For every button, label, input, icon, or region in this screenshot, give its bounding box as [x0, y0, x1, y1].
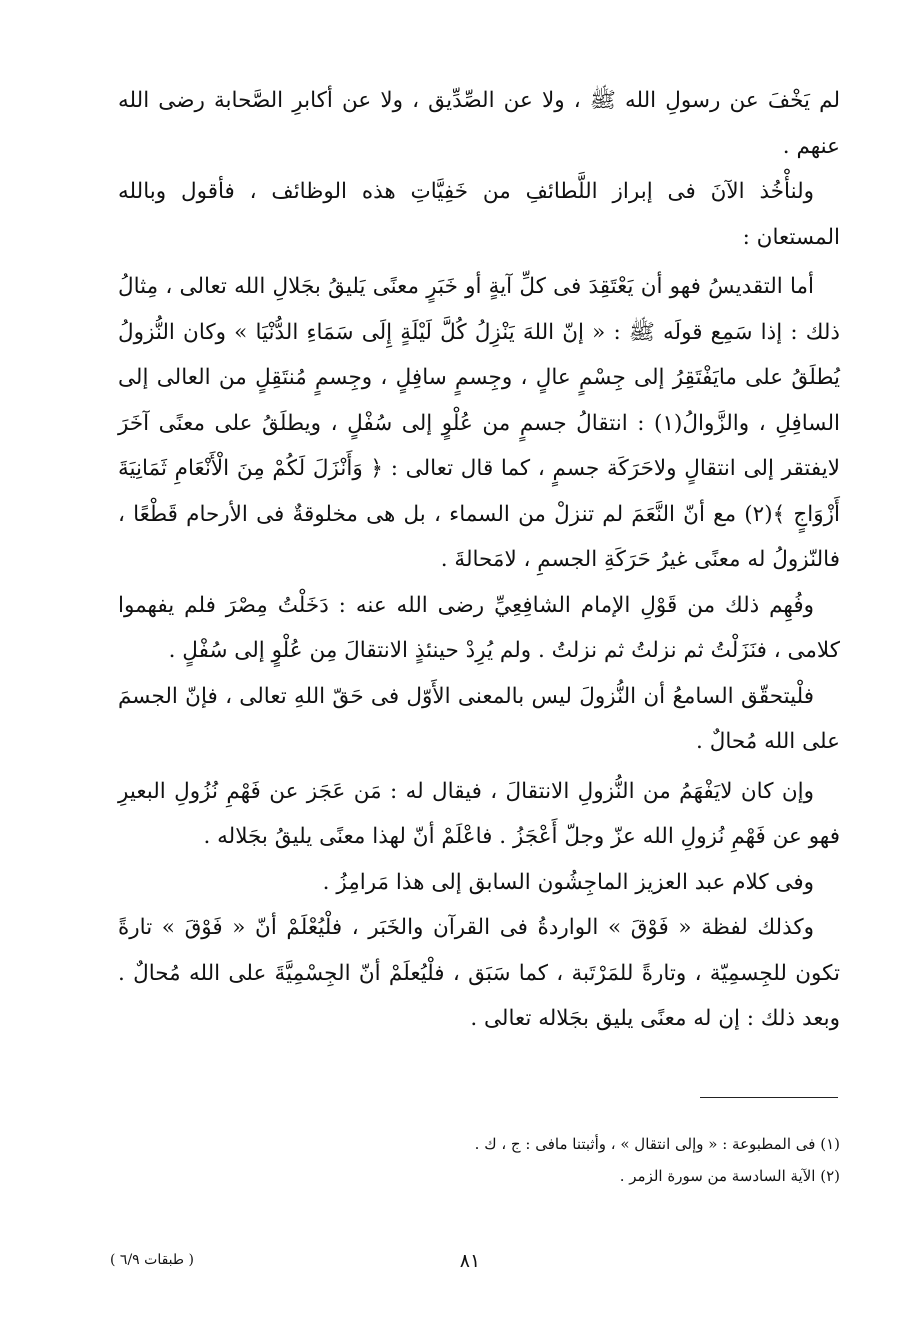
- paragraph-2: ولنأْخُذ الآنَ فى إبراز اللَّطائفِ من خَفِيَّاتِ هذه الوظائف ، فأقول وبالله المستعان :: [118, 179, 840, 250]
- paragraph-8: وكذلك لفظة « فَوْقَ » الواردةُ فى القرآن والخَبَر ، فلْيُعْلَمْ أنّ « فَوْقَ » تارةً تكون للجِسمِيّة ، وتارةً للمَرْتَبة ، كما سَبَق ، فلْيُعلَمْ أنّ الجِسْمِيَّةَ على الله مُحالٌ . وبعد ذلك : إن له معنًى يليق بجَلاله تعالى .: [118, 915, 840, 1031]
- main-text: [118, 78, 840, 1042]
- footnote-1: (١) فى المطبوعة : « وإلى انتقال » ، وأثبتنا مافى : ج ، ك .: [474, 1135, 840, 1153]
- paragraph-6: وإن كان لايَفْهَمُ من النُّزولِ الانتقالَ ، فيقال له : مَن عَجَز عن فَهْمِ نُزُولِ البعيرِ فهو عن فَهْمِ نُزولِ الله عزّ وجلّ أَعْجَزُ . فاعْلَمْ أنّ لهذا معنًى يليقُ بجَلاله .: [118, 778, 840, 849]
- footnote-divider: [700, 1097, 838, 1098]
- paragraph-1: لم يَخْفَ عن رسولِ الله ﷺ ، ولا عن الصِّدِّيق ، ولا عن أكابرِ الصَّحابة رضى الله عنهم .: [118, 88, 840, 159]
- paragraph-4: وفُهِم ذلك من قَوْلِ الإمام الشافِعِيِّ رضى الله عنه : دَخَلْتُ مِصْرَ فلم يفهموا كلامى ، فنَزَلْتُ ثم نزلتُ ثم نزلتُ . ولم يُرِدْ حينئذٍ الانتقالَ مِن عُلْوٍ إلى سُفْلٍ .: [118, 592, 840, 663]
- page-number: ٨١: [459, 1250, 481, 1272]
- paragraph-7: وفى كلام عبد العزيز الماجِشُون السابق إلى هذا مَرامِزُ .: [322, 869, 814, 895]
- footnote-2: (٢) الآية السادسة من سورة الزمر .: [619, 1167, 840, 1185]
- footnotes: [118, 1128, 840, 1192]
- paragraph-5: فلْيتحقّق السامعُ أن النُّزولَ ليس بالمعنى الأَوّل فى حَقّ اللهِ تعالى ، فإنّ الجسمَ على الله مُحالٌ .: [118, 683, 840, 754]
- paragraph-3: أما التقديسُ فهو أن يَعْتَقِدَ فى كلِّ آيةٍ أو خَبَرٍ معنًى يَليقُ بجَلالِ الله تعالى ، مِثالُ ذلك : إذا سَمِع قولَه ﷺ : « إنّ اللهَ يَنْزِلُ كُلَّ لَيْلَةٍ إِلَى سَمَاءِ الدُّنْيَا » وكان النُّزولُ يُطلَقُ على مايَفْتَقِرُ إلى جِسْمٍ عالٍ ، وجِسمٍ سافِلٍ ، وجِسمٍ مُنتَقِلٍ من العالى إلى السافِلِ ، والزَّوالُ(١) : انتقالُ جسمٍ من عُلْوٍ إلى سُفْلٍ ، ويطلَقُ على معنًى آخَرَ لايفتقر إلى انتقالٍ ولاحَرَكَة جسمٍ ، كما قال تعالى : ﴿ وَأَنْزَلَ لَكُمْ مِنَ الْأَنْعَامِ ثَمَانِيَةَ أَزْوَاجٍ ﴾(٢) مع أنّ النَّعَمَ لم تنزلْ من السماء ، بل هى مخلوقةٌ فى الأرحام قَطْعًا ، فالنّزولُ له معنًى غيرُ حَرَكَةِ الجسمِ ، لامَحالةَ .: [118, 274, 841, 572]
- signature-mark: ( طبقات ٦/٩ ): [110, 1252, 194, 1268]
